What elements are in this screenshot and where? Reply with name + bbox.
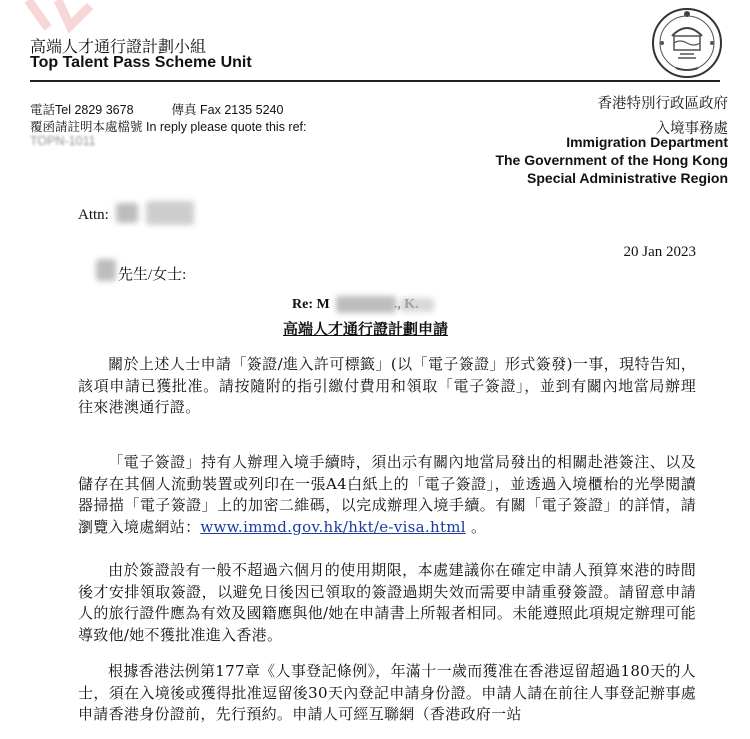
paragraph-e-visa-end: 。 bbox=[465, 517, 487, 536]
unit-name-chinese: 高端人才通行證計劃小組 bbox=[30, 39, 207, 56]
government-name-chinese: 香港特別行政區政府 bbox=[597, 96, 728, 112]
reference-code-redacted: TOPN-1011 bbox=[30, 134, 96, 148]
subject-title: 高端人才通行證計劃申請 bbox=[283, 321, 449, 338]
paragraph-e-visa-text: 「電子簽證」持有人辦理入境手續時，須出示有關內地當局發出的相關赴港簽注、以及儲存在其個人流動裝置或列印在一張A4白紙上的「電子簽證」，並透過入境櫃枱的光學閱讀器掃描「電子簽證」上的加密二維碼，以完成辦理入境手續。有關「電子簽證」的詳情，請瀏覽入境處網站： bbox=[78, 453, 696, 536]
immigration-department-emblem-icon bbox=[650, 6, 724, 80]
paragraph-registration-text: 根據香港法例第177章《人事登記條例》，年滿十一歲而獲准在香港逗留超過180天的人士，須在入境後或獲得批准逗留後30天內登記申請身份證。申請人請在前往人事登記辦事處申請香港身份證前，先行預約。申請人可經互聯網（香港政府一站 bbox=[78, 662, 696, 723]
letter-date: 20 Jan 2023 bbox=[623, 244, 696, 260]
department-name-chinese: 入境事務處 bbox=[655, 121, 728, 137]
unit-name-english: Top Talent Pass Scheme Unit bbox=[30, 54, 252, 71]
salutation: 先生/女士: bbox=[118, 267, 187, 283]
paragraph-approval-text: 關於上述人士申請「簽證/進入許可標籤」(以「電子簽證」形式簽發)一事，現特告知，該項申請已獲批准。請按隨附的指引繳付費用和領取「電子簽證」，並到有關內地當局辦理往來港澳通行證。 bbox=[78, 355, 696, 416]
fax-number: 傳真 Fax 2135 5240 bbox=[171, 103, 284, 117]
paragraph-registration bbox=[78, 661, 696, 726]
department-name-english: Immigration Department bbox=[566, 134, 728, 150]
reference-label: 覆函請註明本處檔號 In reply please quote this ref: bbox=[30, 120, 307, 134]
regarding-label: Re: M bbox=[292, 297, 330, 312]
attention-label: Attn: bbox=[78, 207, 109, 223]
contact-line bbox=[30, 100, 283, 118]
regarding-name-tail: ., bbox=[393, 297, 401, 312]
header-divider bbox=[30, 80, 720, 82]
government-name-english: The Government of the Hong Kong bbox=[495, 152, 728, 168]
telephone-number: 電話Tel 2829 3678 bbox=[30, 103, 134, 117]
paragraph-e-visa bbox=[78, 452, 696, 538]
paragraph-validity-text: 由於簽證設有一般不超過六個月的使用期限，本處建議你在確定申請人預算來港的時間後才安排領取簽證，以避免日後因已領取的簽證過期失效而需要申請重發簽證。請留意申請人的旅行證件應為有效及國籍應與他/她在申請書上所報者相同。未能遵照此項規定辦理可能導致他/她不獲批准進入香港。 bbox=[78, 561, 696, 644]
redacted-attention-name bbox=[116, 203, 138, 223]
redacted-applicant-name bbox=[400, 298, 434, 312]
paragraph-validity bbox=[78, 560, 696, 646]
redacted-applicant-name bbox=[336, 296, 396, 313]
redacted-addressee-name bbox=[96, 259, 116, 281]
redacted-attention-name bbox=[146, 201, 194, 225]
immd-website-link[interactable]: www.immd.gov.hk/hkt/e-visa.html bbox=[200, 517, 466, 536]
paragraph-approval bbox=[78, 354, 696, 419]
sar-name-english: Special Administrative Region bbox=[527, 170, 728, 186]
